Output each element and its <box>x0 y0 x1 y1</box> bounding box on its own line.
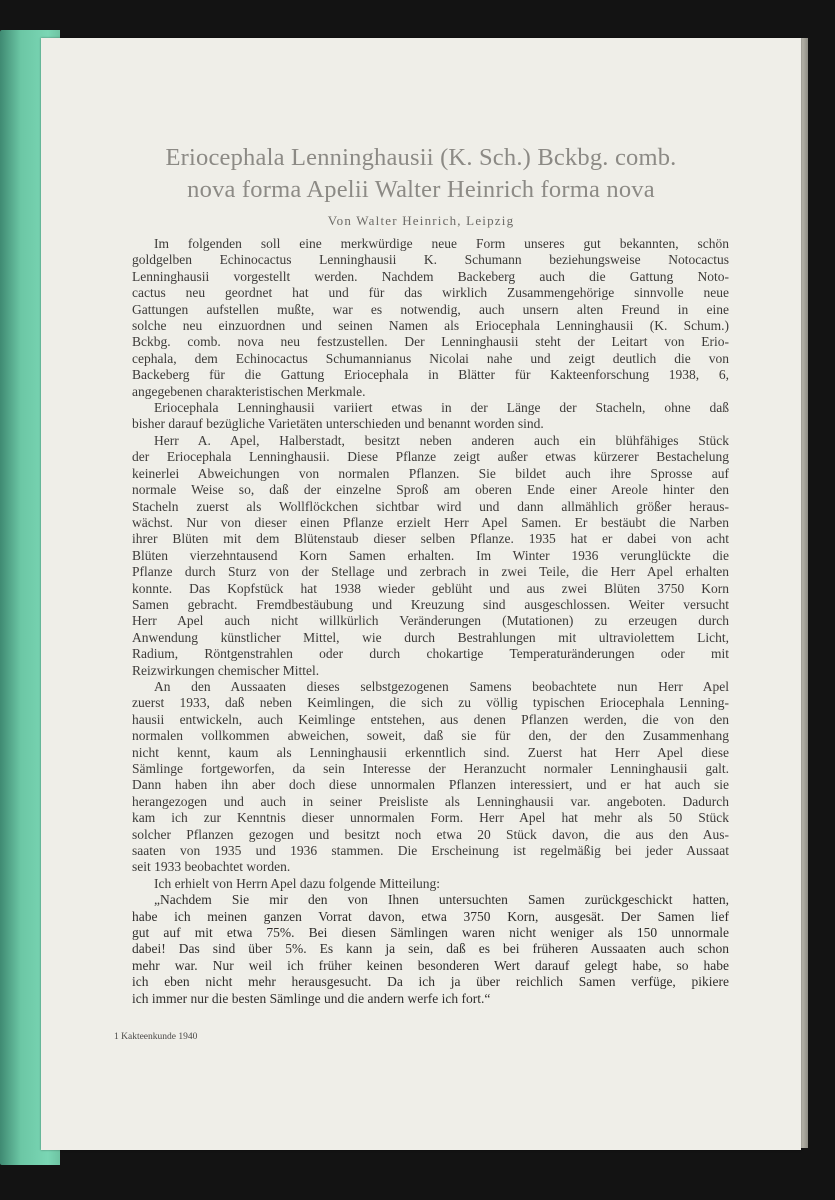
text-line: zuerst 1933, daß neben Keimlingen, die sich zu völlig typischen Eriocephala Lenning- <box>132 695 729 711</box>
text-line: goldgelben Echinocactus Lenninghausii K. Schumann beziehungsweise Notocactus <box>132 252 729 268</box>
text-line: keinerlei Abweichungen von normalen Pflanzen. Sie bildet auch ihre Sprosse auf <box>132 465 729 481</box>
text-line: seit 1933 beobachtet worden. <box>132 859 291 875</box>
text-line: mehr war. Nur weil ich früher keinen besonderen Wert darauf gelegt habe, so habe <box>132 957 729 973</box>
text-line: angegebenen charakteristischen Merkmale. <box>132 383 366 399</box>
text-line: kam ich zur Kenntnis dieser unnormalen Form. Herr Apel hat mehr als 50 Stück <box>132 810 729 826</box>
text-line: nicht kennt, kaum als Lenninghausii erkenntlich sind. Zuerst hat Herr Apel diese <box>132 744 729 760</box>
text-line: „Nachdem Sie mir den von Ihnen untersuchten Samen zurückgeschickt hatten, <box>154 892 729 908</box>
paragraph <box>132 679 729 876</box>
text-line: Anwendung künstlicher Mittel, wie durch Bestrahlungen mit ultraviolettem Licht, <box>132 629 729 645</box>
text-line: herangezogen und auch in seiner Preisliste als Lenninghausii var. angeboten. Dadurch <box>132 793 729 809</box>
article-title <box>41 142 801 206</box>
text-line: Sämlinge fortgeworfen, da sein Interesse der Heranzucht normaler Lenninghausii galt. <box>132 761 729 776</box>
text-line: Blüten vierzehntausend Korn Samen erhalten. Im Winter 1936 verunglückte die <box>132 547 729 563</box>
text-line: normale Weise so, daß der einzelne Sproß am oberen Ende einer Areole hinter den <box>132 482 729 498</box>
magazine-page <box>41 38 801 1150</box>
text-line: Ich erhielt von Herrn Apel dazu folgende Mitteilung: <box>154 875 441 891</box>
text-line: Lenninghausii vorgestellt werden. Nachdem Backeberg auch die Gattung Noto- <box>132 268 729 284</box>
text-line: Dann haben ihn aber doch diese unnormalen Pflanzen interessiert, und er hat auch sie <box>132 777 729 793</box>
text-line: wächst. Nur von dieser einen Pflanze erzielt Herr Apel Samen. Er bestäubt die Narben <box>132 514 729 530</box>
text-line: Backeberg für die Gattung Eriocephala in Blätter für Kakteenforschung 1938, 6, <box>132 367 729 383</box>
text-line: saaten von 1935 und 1936 stammen. Die Erscheinung ist regelmäßig bei jeder Aussaat <box>132 843 729 859</box>
text-line: Eriocephala Lenninghausii variiert etwas in der Länge der Stacheln, ohne daß <box>154 400 729 416</box>
text-line: der Eriocephala Lenninghausii. Diese Pflanze zeigt außer etwas kürzerer Bestachelung <box>132 449 729 465</box>
text-line: Gattungen aufstellen mußte, war es notwendig, auch unsern alten Freund in eine <box>132 301 729 317</box>
paragraph <box>132 892 729 1007</box>
text-line: habe ich meinen ganzen Vorrat davon, etwa 3750 Korn, ausgesät. Der Samen lief <box>132 908 729 924</box>
text-line: Radium, Röntgenstrahlen oder durch chokartige Temperaturänderungen oder mit <box>132 646 729 662</box>
text-line: ich immer nur die besten Sämlinge und die andern werfe ich fort.“ <box>132 990 491 1006</box>
text-line: An den Aussaaten dieses selbstgezogenen Samens beobachtete nun Herr Apel <box>154 678 729 694</box>
text-line: Herr A. Apel, Halberstadt, besitzt neben anderen auch ein blühfähiges Stück <box>154 432 729 448</box>
paragraph <box>132 433 729 679</box>
text-line: solcher Pflanzen gezogen und besitzt noch etwa 20 Stück davon, die aus den Aus- <box>132 826 729 842</box>
text-line: dabei! Das sind über 5%. Es kann ja sein, daß es bei früheren Aussaaten auch schon <box>132 941 729 957</box>
text-line: hausii entwickeln, auch Keimlinge entstehen, aus denen Pflanzen werden, die von den <box>132 711 729 727</box>
article-title-line-1: Eriocephala Lenninghausii (K. Sch.) Bckbg. comb. <box>165 144 677 171</box>
text-line: solche neu einzuordnen und seinen Namen als Eriocephala Lenninghausii (K. Schum.) <box>132 318 729 334</box>
text-line: cephala, dem Echinocactus Schumannianus Nicolai nahe und zeigt deutlich die von <box>132 350 729 366</box>
text-line: Samen gebracht. Fremdbestäubung und Kreuzung sind ausgeschlossen. Weiter versucht <box>132 596 729 612</box>
text-line: normalen vollkommen abweichen, soweit, daß sie für den, der den Zusammenhang <box>132 728 729 744</box>
paragraph <box>132 236 729 400</box>
article-title-line-2: nova forma Apelii Walter Heinrich forma nova <box>187 176 655 203</box>
text-line: Stacheln zuerst als Wollflöckchen sichtbar wird und dann allmählich größer heraus- <box>132 498 729 514</box>
paragraph <box>132 400 729 433</box>
text-line: Im folgenden soll eine merkwürdige neue Form unseres gut bekannten, schön <box>154 236 729 251</box>
text-line: cactus neu geordnet hat und für das wirklich Zusammengehörige sinnvolle neue <box>132 285 729 301</box>
paragraph <box>132 876 729 892</box>
article-body <box>132 236 729 1007</box>
text-line: Bckbg. comb. nova neu festzustellen. Der Lenninghausii steht der Leitart von Erio- <box>132 334 729 350</box>
text-line: gut auf mit etwa 75%. Bei diesen Sämlingen waren nicht weniger als 150 unnormale <box>132 925 729 941</box>
author-byline: Von Walter Heinrich, Leipzig <box>327 213 515 228</box>
text-line: Pflanze durch Sturz von der Stellage und zerbrach in zwei Teile, die Herr Apel erhalten <box>132 564 729 580</box>
text-line: ihrer Blüten mit dem Blütenstaub dieser selben Pflanze. 1935 hat er dabei von acht <box>132 531 729 547</box>
text-line: Herr Apel auch nicht willkürlich Veränderungen (Mutationen) zu erzeugen durch <box>132 613 729 629</box>
text-line: konnte. Das Kopfstück hat 1938 wieder geblüht und aus zwei Blüten 3750 Korn <box>132 580 729 596</box>
text-line: ich eben nicht mehr herausgesucht. Da ich ja über reichlich Samen verfüge, pikiere <box>132 974 729 990</box>
page-footer: 1 Kakteenkunde 1940 <box>114 1032 198 1042</box>
text-line: Reizwirkungen chemischer Mittel. <box>132 662 320 678</box>
text-line: bisher darauf bezügliche Varietäten unterschieden und benannt worden sind. <box>132 416 544 432</box>
